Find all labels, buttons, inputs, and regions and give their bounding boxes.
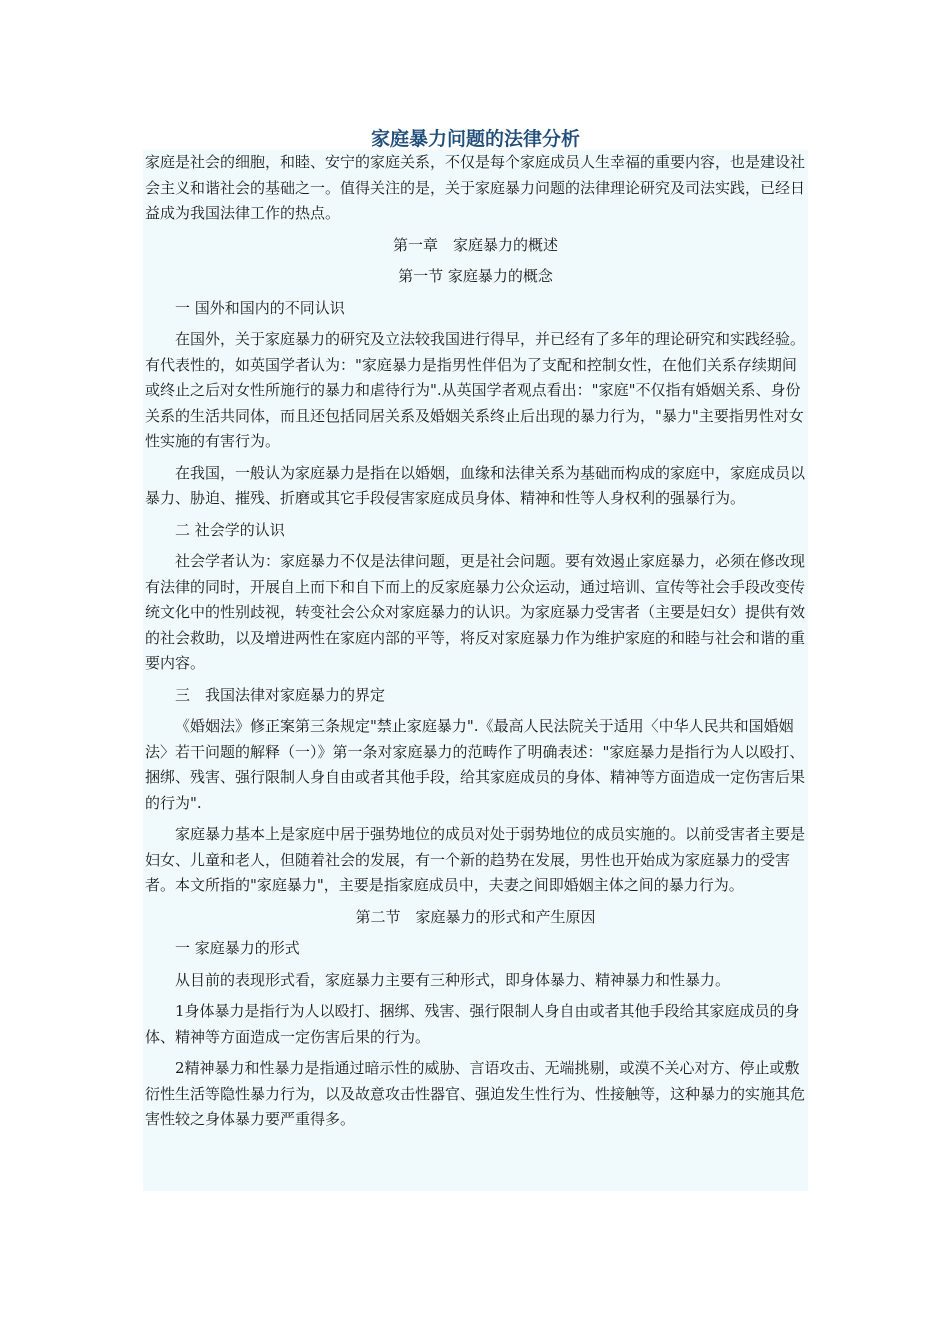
intro-paragraph: 家庭是社会的细胞，和睦、安宁的家庭关系，不仅是每个家庭成员人生幸福的重要内容，也是建设社会主义和谐社会的基础之一。值得关注的是，关于家庭暴力问题的法律理论研究及司法实践，已经日益成为我国法律工作的热点。 xyxy=(145,153,806,222)
section-heading: 第二节 家庭暴力的形式和产生原因 xyxy=(355,907,596,926)
section-heading: 第一章 家庭暴力的概述 xyxy=(392,235,558,254)
body-paragraph: 在我国，一般认为家庭暴力是指在以婚姻，血缘和法律关系为基础而构成的家庭中，家庭成员以暴力、胁迫、摧残、折磨或其它手段侵害家庭成员身体、精神和性等人身权利的强暴行为。 xyxy=(145,463,806,507)
body-paragraph: 2精神暴力和性暴力是指通过暗示性的威胁、言语攻击、无端挑剔，或漠不关心对方、停止或敷衍性生活等隐性暴力行为，以及故意攻击性器官、强迫发生性行为、性接触等，这种暴力的实施其危害性较之身体暴力要严重得多。 xyxy=(145,1059,806,1128)
body-paragraph: 《婚姻法》修正案第三条规定"禁止家庭暴力".《最高人民法院关于适用〈中华人民共和国婚姻法〉若干问题的解释（一）》第一条对家庭暴力的范畴作了明确表述："家庭暴力是指行为人以殴打、捆绑、残害、强行限制人身自由或者其他手段，给其家庭成员的身体、精神等方面造成一定伤害后果的行为". xyxy=(145,717,806,812)
body-paragraph: 社会学者认为：家庭暴力不仅是法律问题，更是社会问题。要有效遏止家庭暴力，必须在修改现有法律的同时，开展自上而下和自下而上的反家庭暴力公众运动，通过培训、宣传等社会手段改变传统文化中的性别歧视，转变社会公众对家庭暴力的认识。为家庭暴力受害者（主要是妇女）提供有效的社会救助，以及增进两性在家庭内部的平等，将反对家庭暴力作为维护家庭的和睦与社会和谐的重要内容。 xyxy=(145,552,806,672)
subsection-heading: 一 国外和国内的不同认识 xyxy=(175,298,345,317)
document-title: 家庭暴力问题的法律分析 xyxy=(370,128,580,150)
subsection-heading: 二 社会学的认识 xyxy=(175,520,285,539)
body-paragraph: 在国外，关于家庭暴力的研究及立法较我国进行得早，并已经有了多年的理论研究和实践经验。有代表性的，如英国学者认为："家庭暴力是指男性伴侣为了支配和控制女性，在他们关系存续期间或终止之后对女性所施行的暴力和虐待行为".从英国学者观点看出："家庭"不仅指有婚姻关系、身份关系的生活共同体，而且还包括同居关系及婚姻关系终止后出现的暴力行为，"暴力"主要指男性对女性实施的有害行为。 xyxy=(145,330,806,450)
body-paragraph: 1身体暴力是指行为人以殴打、捆绑、残害、强行限制人身自由或者其他手段给其家庭成员的身体、精神等方面造成一定伤害后果的行为。 xyxy=(145,1002,800,1046)
section-heading: 第一节 家庭暴力的概念 xyxy=(398,267,553,285)
subsection-heading: 一 家庭暴力的形式 xyxy=(175,939,300,957)
document-body xyxy=(143,150,808,1191)
body-paragraph: 从目前的表现形式看，家庭暴力主要有三种形式，即身体暴力、精神暴力和性暴力。 xyxy=(175,970,731,989)
subsection-heading: 三 我国法律对家庭暴力的界定 xyxy=(175,685,386,704)
body-paragraph: 家庭暴力基本上是家庭中居于强势地位的成员对处于弱势地位的成员实施的。以前受害者主要是妇女、儿童和老人，但随着社会的发展，有一个新的趋势在发展，男性也开始成为家庭暴力的受害者。本文所指的"家庭暴力"，主要是指家庭成员中，夫妻之间即婚姻主体之间的暴力行为。 xyxy=(145,825,806,894)
